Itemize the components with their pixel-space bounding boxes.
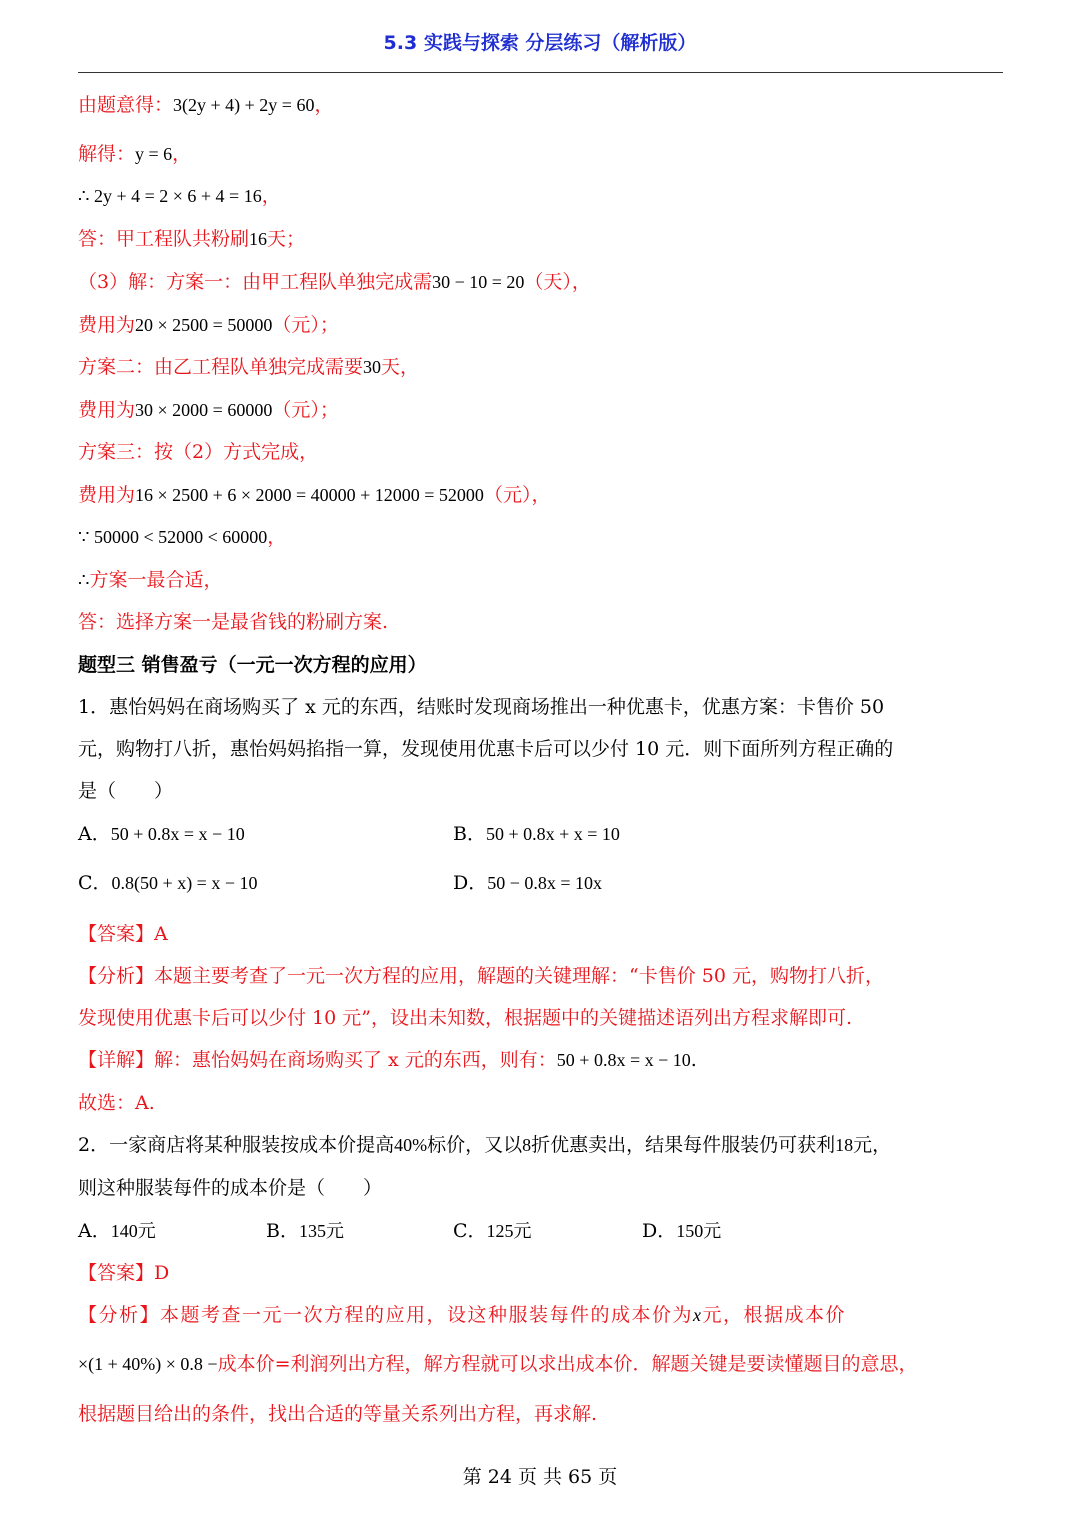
q2-analysis-line-2: ×(1 + 40%) × 0.8 −成本价=利润列出方程，解方程就可以求出成本价．解题关键是要读懂题目的意思， <box>78 1353 918 1375</box>
q2-option-a: A．140元 <box>78 1220 156 1242</box>
solution-line-11: ∵ 50000 < 52000 < 60000， <box>78 526 287 548</box>
solution-line-1: 由题意得：3(2y + 4) + 2y = 60， <box>78 94 334 116</box>
solution-line-7: 方案二：由乙工程队单独完成需要30天， <box>78 356 420 378</box>
solution-line-13: 答：选择方案一是最省钱的粉刷方案. <box>78 611 389 633</box>
q2-analysis-line-1: 【分析】本题考查一元一次方程的应用，设这种服装每件的成本价为x元，根据成本价 <box>78 1304 847 1326</box>
header-divider <box>78 72 1003 73</box>
q1-stem-line-3: 是（ ） <box>78 780 174 802</box>
q1-option-b: B．50 + 0.8x + x = 10 <box>453 823 620 845</box>
solution-line-8: 费用为30 × 2000 = 60000（元）； <box>78 399 339 421</box>
page-header-title: 5.3 实践与探索 分层练习（解析版） <box>383 32 697 54</box>
solution-line-9: 方案三：按（2）方式完成， <box>78 441 319 463</box>
q2-stem-line-2: 则这种服装每件的成本价是（ ） <box>78 1177 383 1199</box>
q2-answer: 【答案】D <box>78 1262 170 1284</box>
q1-detail: 【详解】解：惠怡妈妈在商场购买了 x 元的东西，则有：50 + 0.8x = x − 10. <box>78 1049 697 1071</box>
solution-line-5: （3）解：方案一：由甲工程队单独完成需30 − 10 = 20（天）， <box>78 271 591 293</box>
solution-line-2: 解得：y = 6， <box>78 143 192 165</box>
page-footer: 第 24 页 共 65 页 <box>462 1466 618 1488</box>
q2-option-c: C．125元 <box>453 1220 532 1242</box>
q1-option-c: C．0.8(50 + x) = x − 10 <box>78 872 258 894</box>
q1-option-a: A．50 + 0.8x = x − 10 <box>78 823 245 845</box>
solution-line-10: 费用为16 × 2500 + 6 × 2000 = 40000 + 12000 = 52000（元）， <box>78 484 551 506</box>
q2-stem-line-1: 2．一家商店将某种服装按成本价提高40%标价，又以8折优惠卖出，结果每件服装仍可获利18元， <box>78 1134 892 1156</box>
q2-option-d: D．150元 <box>642 1220 722 1242</box>
q1-analysis-line-1: 【分析】本题主要考查了一元一次方程的应用，解题的关键理解：“卡售价 50 元，购物打八折， <box>78 965 884 987</box>
solution-line-6: 费用为20 × 2500 = 50000（元）； <box>78 314 339 336</box>
q1-stem-line-1: 1．惠怡妈妈在商场购买了 x 元的东西，结账时发现商场推出一种优惠卡，优惠方案：卡售价 50 <box>78 696 885 718</box>
q1-stem-line-2: 元，购物打八折，惠怡妈妈掐指一算，发现使用优惠卡后可以少付 10 元．则下面所列方程正确的 <box>78 738 894 760</box>
q1-choose: 故选：A. <box>78 1092 155 1114</box>
solution-line-12: ∴方案一最合适， <box>78 569 223 591</box>
section-title: 题型三 销售盈亏（一元一次方程的应用） <box>78 654 427 676</box>
q2-analysis-line-3: 根据题目给出的条件，找出合适的等量关系列出方程，再求解. <box>78 1403 598 1425</box>
solution-line-4: 答：甲工程队共粉刷16天； <box>78 228 306 250</box>
q1-analysis-line-2: 发现使用优惠卡后可以少付 10 元”，设出未知数，根据题中的关键描述语列出方程求解即可. <box>78 1007 853 1029</box>
q2-option-b: B．135元 <box>266 1220 344 1242</box>
q1-option-d: D．50 − 0.8x = 10x <box>453 872 603 894</box>
q1-answer: 【答案】A <box>78 923 168 945</box>
solution-line-3: ∴ 2y + 4 = 2 × 6 + 4 = 16， <box>78 185 281 207</box>
